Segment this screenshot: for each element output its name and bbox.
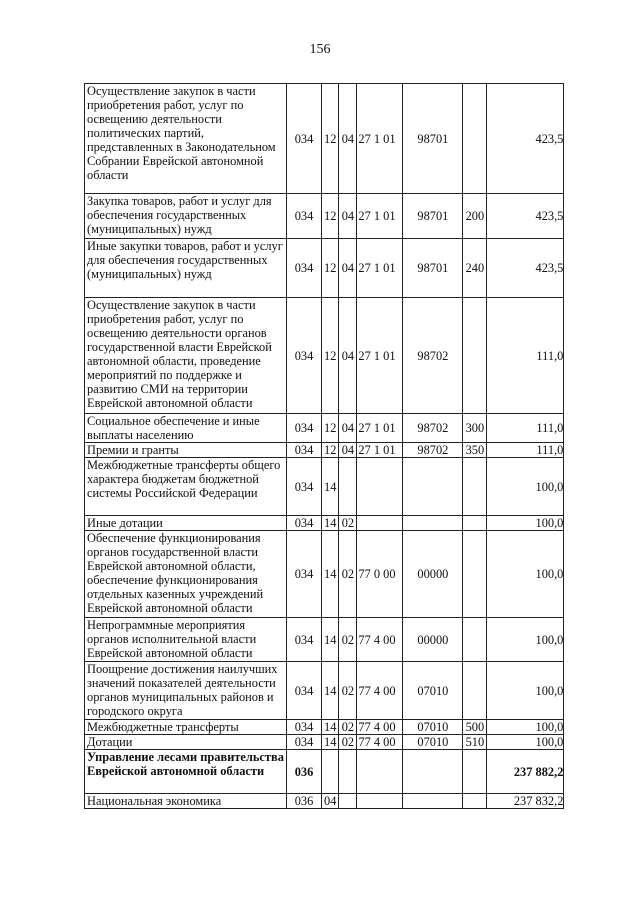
- amount-cell: 111,0: [487, 414, 564, 443]
- admin-code-cell: 034: [287, 443, 322, 458]
- item-name-cell: Дотации: [85, 735, 287, 750]
- admin-code-cell: 034: [287, 84, 322, 194]
- amount-cell: 111,0: [487, 298, 564, 414]
- table-row: [85, 794, 564, 809]
- amount-cell: 237 832,2: [487, 794, 564, 809]
- item-name-cell: Межбюджетные трансферты: [85, 720, 287, 735]
- expense-type-cell: 350: [463, 443, 487, 458]
- table-row: [85, 239, 564, 298]
- amount-cell: 111,0: [487, 443, 564, 458]
- item-name-cell: Поощрение достижения наилучших значений показателей деятельности органов муниципальных районов и городского округа: [85, 662, 287, 720]
- admin-code-cell: 034: [287, 662, 322, 720]
- amount-cell: 237 882,2: [487, 750, 564, 794]
- budget-table-body: [85, 84, 564, 809]
- table-row: [85, 618, 564, 662]
- table-row: [85, 516, 564, 531]
- subsection-code-cell: 02: [339, 720, 357, 735]
- section-code-cell: [322, 750, 339, 794]
- item-name-cell: Премии и гранты: [85, 443, 287, 458]
- expense-type-cell: [463, 531, 487, 618]
- admin-code-cell: 034: [287, 414, 322, 443]
- section-code-cell: 12: [322, 443, 339, 458]
- expense-code-cell: 00000: [403, 618, 463, 662]
- section-code-cell: 04: [322, 794, 339, 809]
- amount-cell: 100,0: [487, 458, 564, 516]
- expense-type-cell: [463, 794, 487, 809]
- table-row: [85, 458, 564, 516]
- subsection-code-cell: 04: [339, 414, 357, 443]
- amount-cell: 423,5: [487, 84, 564, 194]
- expense-type-cell: [463, 458, 487, 516]
- target-article-cell: 77 4 00: [357, 662, 403, 720]
- expense-code-cell: [403, 458, 463, 516]
- item-name-cell: Межбюджетные трансферты общего характера бюджетам бюджетной системы Российской Федерации: [85, 458, 287, 516]
- amount-cell: 423,5: [487, 239, 564, 298]
- target-article-cell: 77 4 00: [357, 618, 403, 662]
- item-name-cell: Осуществление закупок в части приобретения работ, услуг по освещению деятельности органов государственной власти Еврейской автономной области, проведение мероприятий по поддержке и развитию СМИ на территории Еврейской автономной области: [85, 298, 287, 414]
- expense-type-cell: [463, 516, 487, 531]
- section-code-cell: 12: [322, 298, 339, 414]
- expense-type-cell: 200: [463, 194, 487, 239]
- amount-cell: 100,0: [487, 531, 564, 618]
- admin-code-cell: 034: [287, 516, 322, 531]
- admin-code-cell: 034: [287, 298, 322, 414]
- expense-code-cell: [403, 750, 463, 794]
- expense-code-cell: [403, 794, 463, 809]
- amount-cell: 423,5: [487, 194, 564, 239]
- admin-code-cell: 034: [287, 735, 322, 750]
- admin-code-cell: 034: [287, 720, 322, 735]
- expense-type-cell: 510: [463, 735, 487, 750]
- table-row: [85, 443, 564, 458]
- admin-code-cell: 034: [287, 458, 322, 516]
- subsection-code-cell: 02: [339, 516, 357, 531]
- admin-code-cell: 036: [287, 750, 322, 794]
- admin-code-cell: 034: [287, 531, 322, 618]
- table-row: [85, 662, 564, 720]
- admin-code-cell: 034: [287, 239, 322, 298]
- item-name-cell: Обеспечение функционирования органов государственной власти Еврейской автономной области, обеспечение функционирования отдельных казенных учреждений Еврейской автономной области: [85, 531, 287, 618]
- subsection-code-cell: [339, 794, 357, 809]
- table-row: [85, 298, 564, 414]
- subsection-code-cell: 02: [339, 662, 357, 720]
- expense-code-cell: [403, 516, 463, 531]
- admin-code-cell: 034: [287, 618, 322, 662]
- expense-type-cell: 240: [463, 239, 487, 298]
- subsection-code-cell: 04: [339, 84, 357, 194]
- subsection-code-cell: 04: [339, 194, 357, 239]
- item-name-cell: Социальное обеспечение и иные выплаты населению: [85, 414, 287, 443]
- expense-code-cell: 07010: [403, 662, 463, 720]
- expense-code-cell: 00000: [403, 531, 463, 618]
- section-code-cell: 12: [322, 194, 339, 239]
- item-name-cell: Иные закупки товаров, работ и услуг для обеспечения государственных (муниципальных) нужд: [85, 239, 287, 298]
- target-article-cell: [357, 458, 403, 516]
- section-code-cell: 14: [322, 458, 339, 516]
- subsection-code-cell: 04: [339, 298, 357, 414]
- expense-code-cell: 98701: [403, 194, 463, 239]
- target-article-cell: 27 1 01: [357, 298, 403, 414]
- amount-cell: 100,0: [487, 516, 564, 531]
- target-article-cell: 27 1 01: [357, 194, 403, 239]
- expense-code-cell: 98701: [403, 239, 463, 298]
- expense-type-cell: 500: [463, 720, 487, 735]
- expense-type-cell: [463, 618, 487, 662]
- table-row: [85, 531, 564, 618]
- expense-type-cell: [463, 298, 487, 414]
- item-name-cell: Иные дотации: [85, 516, 287, 531]
- section-code-cell: 14: [322, 735, 339, 750]
- section-code-cell: 14: [322, 618, 339, 662]
- section-code-cell: 14: [322, 531, 339, 618]
- item-name-cell: Национальная экономика: [85, 794, 287, 809]
- item-name-cell: Осуществление закупок в части приобретения работ, услуг по освещению деятельности политических партий, представленных в Законодательном Собрании Еврейской автономной области: [85, 84, 287, 194]
- target-article-cell: 27 1 01: [357, 84, 403, 194]
- amount-cell: 100,0: [487, 662, 564, 720]
- admin-code-cell: 034: [287, 194, 322, 239]
- item-name-cell: Закупка товаров, работ и услуг для обеспечения государственных (муниципальных) нужд: [85, 194, 287, 239]
- target-article-cell: 77 4 00: [357, 735, 403, 750]
- target-article-cell: 27 1 01: [357, 414, 403, 443]
- target-article-cell: 77 0 00: [357, 531, 403, 618]
- item-name-cell: Управление лесами правительства Еврейской автономной области: [85, 750, 287, 794]
- expense-code-cell: 07010: [403, 720, 463, 735]
- expense-code-cell: 98701: [403, 84, 463, 194]
- target-article-cell: [357, 794, 403, 809]
- section-code-cell: 12: [322, 84, 339, 194]
- expense-code-cell: 98702: [403, 298, 463, 414]
- expense-type-cell: [463, 750, 487, 794]
- target-article-cell: [357, 750, 403, 794]
- subsection-code-cell: 02: [339, 531, 357, 618]
- expense-type-cell: [463, 84, 487, 194]
- subsection-code-cell: [339, 458, 357, 516]
- target-article-cell: 27 1 01: [357, 443, 403, 458]
- section-code-cell: 14: [322, 720, 339, 735]
- expense-code-cell: 07010: [403, 735, 463, 750]
- subsection-code-cell: [339, 750, 357, 794]
- section-code-cell: 14: [322, 662, 339, 720]
- item-name-cell: Непрограммные мероприятия органов исполнительной власти Еврейской автономной области: [85, 618, 287, 662]
- table-row: [85, 720, 564, 735]
- amount-cell: 100,0: [487, 720, 564, 735]
- section-code-cell: 14: [322, 516, 339, 531]
- table-row: [85, 194, 564, 239]
- target-article-cell: 27 1 01: [357, 239, 403, 298]
- expense-code-cell: 98702: [403, 414, 463, 443]
- table-row: [85, 750, 564, 794]
- subsection-code-cell: 02: [339, 735, 357, 750]
- table-row: [85, 414, 564, 443]
- target-article-cell: [357, 516, 403, 531]
- subsection-code-cell: 04: [339, 239, 357, 298]
- amount-cell: 100,0: [487, 618, 564, 662]
- expense-type-cell: [463, 662, 487, 720]
- expense-type-cell: 300: [463, 414, 487, 443]
- amount-cell: 100,0: [487, 735, 564, 750]
- section-code-cell: 12: [322, 414, 339, 443]
- section-code-cell: 12: [322, 239, 339, 298]
- budget-table: [84, 83, 564, 809]
- target-article-cell: 77 4 00: [357, 720, 403, 735]
- subsection-code-cell: 02: [339, 618, 357, 662]
- table-row: [85, 735, 564, 750]
- table-row: [85, 84, 564, 194]
- subsection-code-cell: 04: [339, 443, 357, 458]
- page-number: 156: [309, 42, 331, 57]
- admin-code-cell: 036: [287, 794, 322, 809]
- expense-code-cell: 98702: [403, 443, 463, 458]
